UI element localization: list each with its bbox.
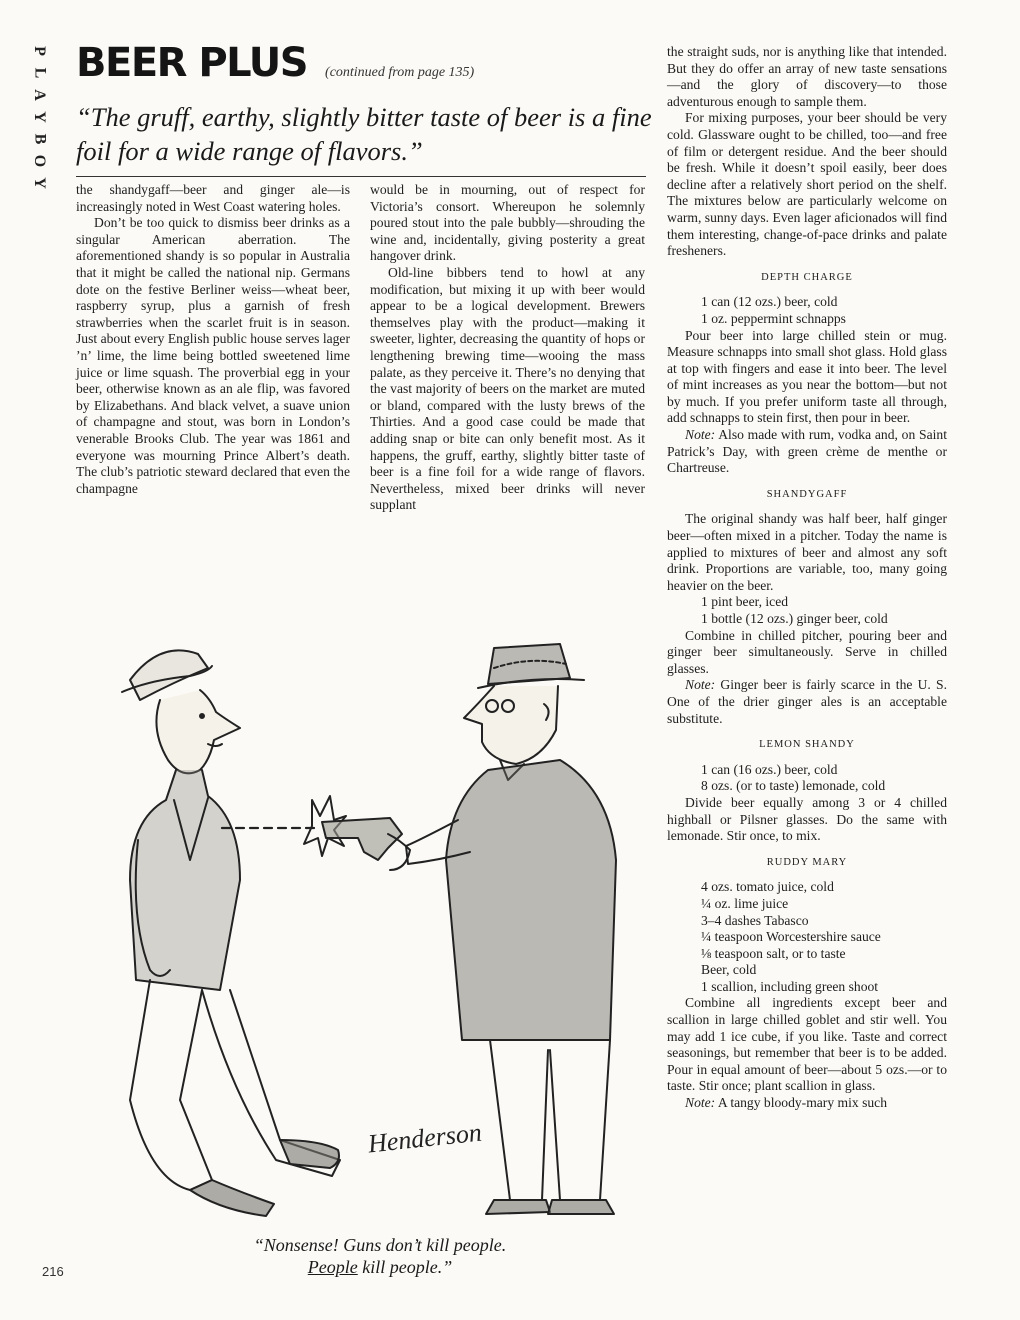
pull-quote: “The gruff, earthy, slightly bitter taste of beer is a fine foil for a wide range of flavors.” <box>76 102 652 166</box>
recipe-method: Combine all ingredients except beer and scallion in large chilled goblet and stir well. You may add 1 ice cube, if you like. Taste and correct seasonings, but remember that beer is to be added. Pour in equal amount of beer—about 5 ozs.—or to taste. Stir once; plant scallion in glass. <box>667 995 947 1094</box>
ingredient: 1 oz. peppermint schnapps <box>701 310 846 326</box>
ingredient: 4 ozs. tomato juice, cold <box>701 879 834 895</box>
paragraph: Old-line bibbers tend to howl at any modification, but mixing it up with beer would appear to be a logical development. Brewers themselves play with the product—making it sweeter, lighter, decreasing the quantity of hops or lengthening brewing time—wooing the mass palate, as they perceive it. There’s no denying that the vast majority of beers on the market are muted or bland, compared with the lusty brews of the Thirties. And a good case could be made that adding snap or bite can only benefit most. As it happens, the gruff, earthy, slightly bitter taste of beer is a fine foil for a wide range of flavors. Nevertheless, mixed beer drinks will never supplant <box>370 264 645 513</box>
cartoon-caption <box>180 1234 580 1278</box>
recipe-heading: LEMON SHANDY <box>759 739 855 751</box>
ingredient: 8 ozs. (or to taste) lemonade, cold <box>701 778 886 794</box>
caption-line-2: kill people.” <box>357 1257 453 1277</box>
note-label: Note: <box>685 427 716 443</box>
ingredient: ¼ oz. lime juice <box>701 895 789 911</box>
ingredient: 1 bottle (12 ozs.) ginger beer, cold <box>701 611 888 626</box>
recipe-lead: The original shandy was half beer, half ginger beer—often mixed in a pitcher. Today the name is applied to mixtures of beer and almost any soft drink. Proportions are variable, too, many going heavier on the beer. <box>667 511 947 593</box>
masthead-letter: B <box>30 133 48 145</box>
recipe-method: Divide beer equally among 3 or 4 chilled highball or Pilsner glasses. Do the same with lemonade. Stir once, to mix. <box>667 794 947 844</box>
column-2 <box>370 182 645 514</box>
ingredient: 1 scallion, including green shoot <box>701 978 879 994</box>
recipe-note <box>667 1095 947 1112</box>
masthead-letter: L <box>30 67 48 79</box>
recipe-method: Combine in chilled pitcher, pouring beer and ginger beer simultaneously. Serve in chilled glasses. <box>667 627 947 676</box>
paragraph: the shandygaff—beer and ginger ale—is increasingly noted in West Coast watering holes. <box>76 182 350 214</box>
masthead-vertical <box>26 40 52 194</box>
note-label: Note: <box>685 677 716 693</box>
recipe-note <box>667 427 947 477</box>
caption-line-1: “Nonsense! Guns don’t kill people. <box>253 1235 507 1255</box>
paragraph: Don’t be too quick to dismiss beer drinks as a singular American aberration. The aforementioned shandy is so popular in Australia that it might be called the national nip. Germans dote on the festive Berliner weiss—wheat beer, raspberry syrup, plus a garnish of fresh strawberries when the scarlet fruit is in season. Just about every English public house serves lager ’n’ lime, the lime being bottled sweetened lime juice or lime squash. The proverbial egg in your beer, otherwise known as an ale flip, was favored by Elizabethans. And black velvet, a suave union of champagne and stout, was born in London’s venerable Brooks Club. The year was 1861 and everyone was mourning Prince Albert’s death. The club’s patriotic steward declared that even the champagne <box>76 215 350 496</box>
paragraph: the straight suds, nor is anything like that intended. But they do offer an array of new taste sensations—and the glory of discovery—to those adventurous enough to sample them. <box>667 44 947 109</box>
divider <box>76 176 646 177</box>
masthead-letter: Y <box>31 177 48 189</box>
revolver <box>322 818 402 860</box>
note-text: A tangy bloody-mary mix such <box>715 1095 887 1111</box>
ingredient: ¼ teaspoon Worcestershire sauce <box>701 929 881 945</box>
note-label: Note: <box>685 1095 716 1111</box>
ingredient: 1 can (12 ozs.) beer, cold <box>701 294 838 310</box>
ingredient: 3–4 dashes Tabasco <box>701 912 809 928</box>
article-title: BEER PLUS <box>76 40 308 86</box>
artist-signature: Henderson <box>366 1117 484 1159</box>
victim-figure <box>122 650 340 1216</box>
ingredient: 1 pint beer, iced <box>701 594 789 610</box>
recipe-heading: DEPTH CHARGE <box>761 271 853 283</box>
masthead-letter: O <box>30 154 48 168</box>
cartoon-illustration <box>90 620 650 1220</box>
column-3 <box>667 44 947 1112</box>
recipe-method: Pour beer into large chilled stein or mug. Measure schnapps into small shot glass. Hold glass at top with fingers and ease it into beer. The level of mint increases as you near the bottom—but not by much. If you prefer uniform taste all through, add schnapps to stein first, then pour in beer. <box>667 327 947 426</box>
page-number: 216 <box>42 1264 64 1279</box>
ingredient: ⅛ teaspoon salt, or to taste <box>701 945 846 961</box>
ingredient: 1 can (16 ozs.) beer, cold <box>701 761 838 777</box>
recipe-note <box>667 677 947 727</box>
ingredient: Beer, cold <box>701 962 757 978</box>
article-header <box>76 40 646 86</box>
masthead-letter: A <box>31 89 48 101</box>
paragraph: For mixing purposes, your beer should be very cold. Glassware ought to be chilled, too—and free of film or detergent residue. And the beer should be fresh. While it doesn’t spoil easily, beer does decline after a relatively short period on the shelf. The mixtures below are particularly welcome on warm, sunny days. Even lager aficionados will find them interesting, change-of-pace drinks and palate fresheners. <box>667 110 947 259</box>
caption-underlined-word: People <box>307 1257 358 1277</box>
column-1 <box>76 182 350 497</box>
note-text: Ginger beer is fairly scarce in the U. S. One of the drier ginger ales is an acceptable substitute. <box>667 677 947 726</box>
note-text: Also made with rum, vodka and, on Saint Patrick’s Day, with green crème de menthe or Chartreuse. <box>667 427 947 476</box>
masthead-letter: P <box>31 46 48 56</box>
paragraph: would be in mourning, out of respect for Victoria’s consort. Whereupon he solemnly poured stout into the pale bubbly—shrouding the wine and, incidentally, giving posterity a great hangover drink. <box>370 182 645 264</box>
recipe-heading: SHANDYGAFF <box>766 488 848 500</box>
recipe-heading: RUDDY MARY <box>766 856 848 868</box>
masthead-letter: Y <box>31 111 48 123</box>
continued-note: (continued from page 135) <box>325 65 475 80</box>
